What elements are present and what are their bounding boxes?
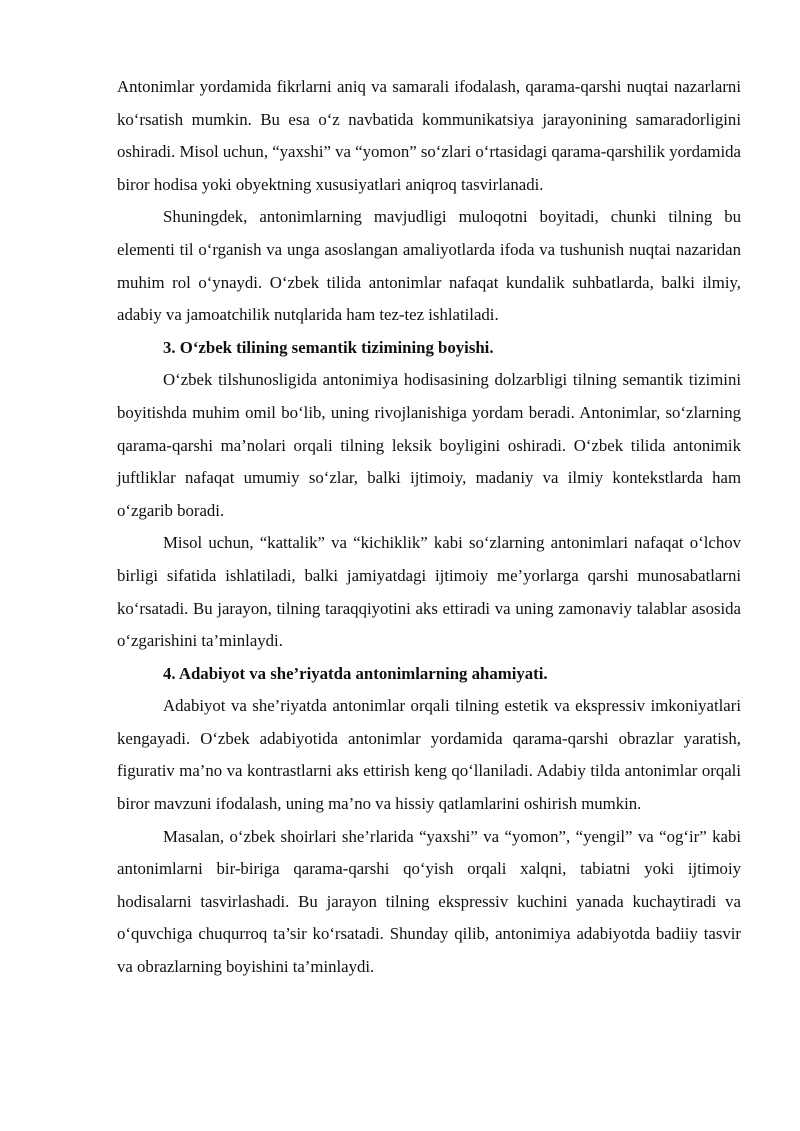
paragraph-example-size: Misol uchun, “kattalik” va “kichiklik” kabi so‘zlarning antonimlari nafaqat o‘lchov birligi sifatida ishlatiladi, balki jamiyatdagi ijtimoiy me’yorlarga qarshi munosabatlarni ko‘rsatadi. Bu jarayon, tilning taraqqiyotini aks ettiradi va uning zamonaviy talablar asosida o‘zgarishini ta’minlaydi. xyxy=(117,533,741,651)
document-page xyxy=(117,71,741,984)
paragraph-communication: Shuningdek, antonimlarning mavjudligi muloqotni boyitadi, chunki tilning bu elementi til o‘rganish va unga asoslangan amaliyotlarda ifoda va tushunish nuqtai nazaridan muhim rol o‘ynaydi. O‘zbek tilida antonimlar nafaqat kundalik suhbatlarda, balki ilmiy, adabiy va jamoatchilik nutqlarida ham tez-tez ishlatiladi. xyxy=(117,207,741,325)
section-heading-4: 4. Adabiyot va she’riyatda antonimlarning ahamiyati. xyxy=(163,663,548,683)
paragraph-poetry-example: Masalan, o‘zbek shoirlari she’rlarida “yaxshi” va “yomon”, “yengil” va “og‘ir” kabi antonimlarni bir-biriga qarama-qarshi qo‘yish orqali xalqni, tabiatni yoki ijtimoiy hodisalarni tasvirlashadi. Bu jarayon tilning ekspressiv kuchini yanada kuchaytiradi va o‘quvchiga chuqurroq ta’sir ko‘rsatadi. Shunday qilib, antonimiya adabiyotda badiiy tasvir va obrazlarning boyishini ta’minlaydi. xyxy=(117,826,741,977)
paragraph-intro-continued: Antonimlar yordamida fikrlarni aniq va samarali ifodalash, qarama-qarshi nuqtai nazarlarni ko‘rsatish mumkin. Bu esa o‘z navbatida kommunikatsiya jarayonining samaradorligini oshiradi. Misol uchun, “yaxshi” va “yomon” so‘zlari o‘rtasidagi qarama-qarshilik yordamida biror hodisa yoki obyektning xususiyatlari aniqroq tasvirlanadi. xyxy=(117,77,741,194)
paragraph-semantic-system: O‘zbek tilshunosligida antonimiya hodisasining dolzarbligi tilning semantik tizimini boyitishda muhim omil bo‘lib, uning rivojlanishiga yordam beradi. Antonimlar, so‘zlarning qarama-qarshi ma’nolari orqali tilning leksik boyligini oshiradi. O‘zbek tilida antonimik juftliklar nafaqat umumiy so‘zlar, balki ijtimoiy, madaniy va ilmiy kontekstlarda ham o‘zgarib boradi. xyxy=(117,370,741,520)
paragraph-literature: Adabiyot va she’riyatda antonimlar orqali tilning estetik va ekspressiv imkoniyatlari kengayadi. O‘zbek adabiyotida antonimlar yordamida qarama-qarshi obrazlar yaratish, figurativ ma’no va kontrastlarni aks ettirish keng qo‘llaniladi. Adabiy tilda antonimlar orqali biror mavzuni ifodalash, uning ma’no va hissiy qatlamlarini oshirish mumkin. xyxy=(117,696,741,814)
section-heading-3: 3. O‘zbek tilining semantik tizimining boyishi. xyxy=(163,337,494,357)
